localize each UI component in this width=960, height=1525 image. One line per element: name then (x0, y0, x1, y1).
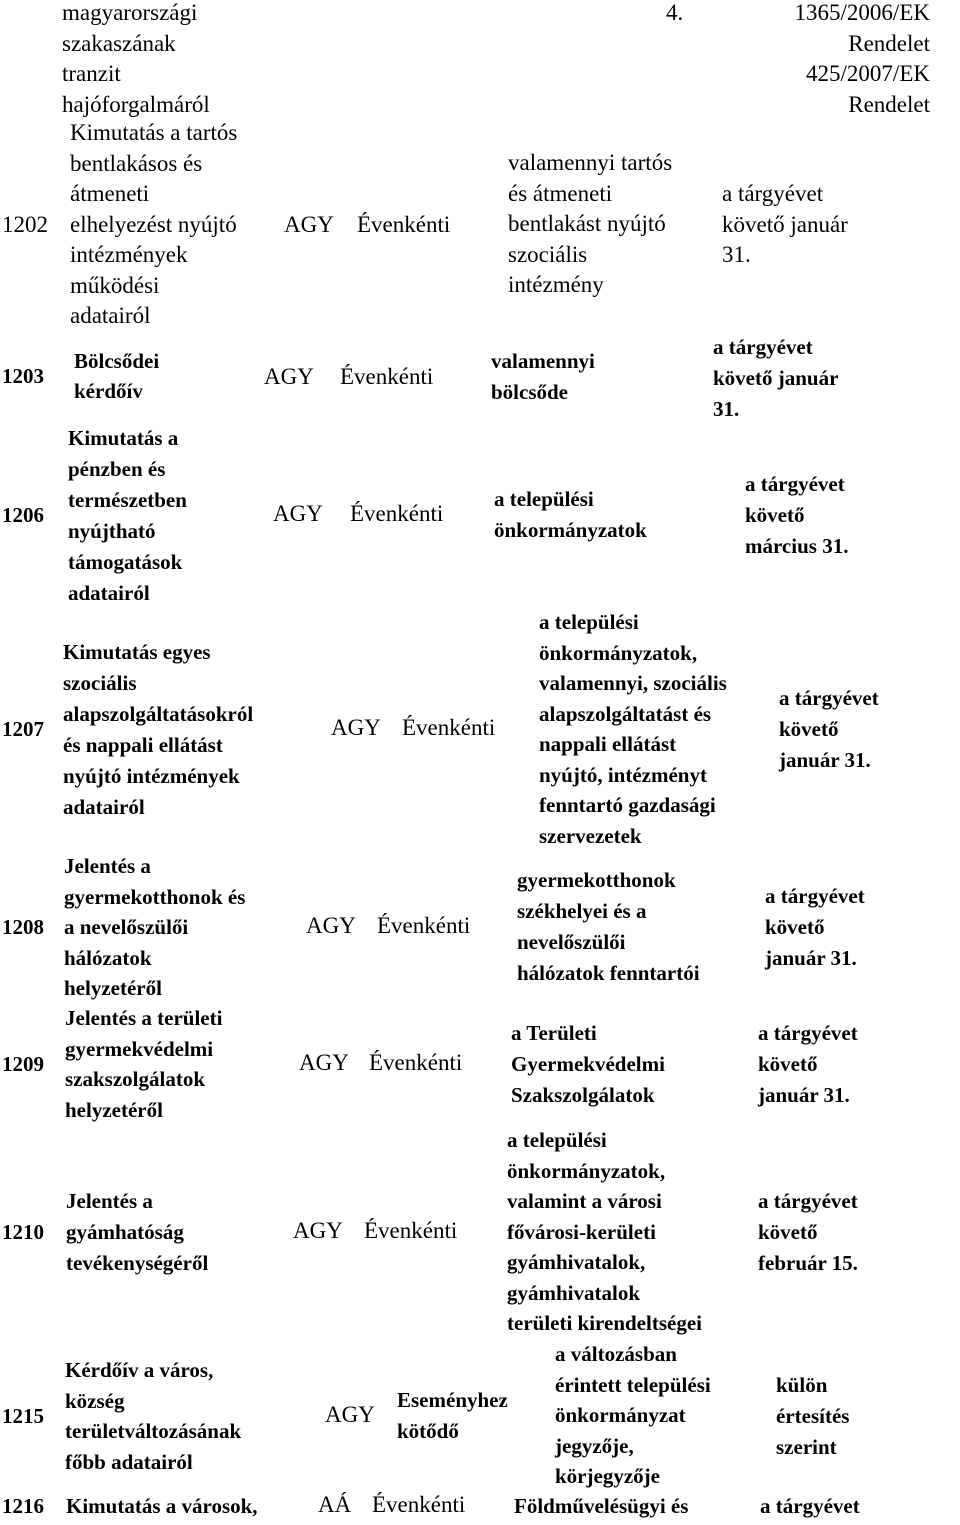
row-provider (507, 1125, 702, 1339)
row-title (64, 851, 245, 1004)
row-provider-line: bentlakást nyújtó (508, 211, 666, 236)
row-provider (517, 865, 700, 989)
row-deadline-line: március 31. (745, 534, 849, 558)
row-deadline-line: követő január (713, 366, 839, 390)
row-provider-line: intézmény (508, 272, 604, 297)
row-frequency-line: Eseményhez (397, 1388, 508, 1412)
row-title (63, 637, 253, 823)
row-provider-line: és átmeneti (508, 180, 613, 206)
row-title (65, 1355, 241, 1477)
row-title-line: alapszolgáltatásokról (63, 702, 254, 726)
row-title-line: elhelyezést nyújtó (70, 211, 237, 237)
row-frequency: Évenkénti (402, 715, 496, 740)
row-title-line: a nevelőszülői (64, 915, 189, 939)
row-title-line: tevékenységéről (66, 1251, 209, 1275)
row-title-line: hálózatok (64, 945, 152, 970)
row-body: AGY (325, 1402, 375, 1427)
row-deadline (776, 1370, 849, 1463)
row-deadline-line: január 31. (779, 748, 871, 772)
row-deadline-line: a tárgyévet (779, 686, 879, 710)
row-title (65, 1003, 222, 1125)
row-title (68, 423, 187, 609)
row-deadline-line: követő január (722, 211, 848, 237)
row-provider-line: nevelőszülői (517, 930, 626, 954)
row-provider (555, 1339, 711, 1492)
row-deadline-line: a tárgyévet (745, 472, 845, 496)
row-id: 1208 (2, 915, 44, 939)
row-deadline-line: követő (779, 717, 839, 741)
row-title-line: község (65, 1388, 125, 1413)
regulation-line: Rendelet (848, 30, 930, 56)
row-title-line: Bölcsődei (74, 349, 160, 373)
row-title-line: adatairól (70, 303, 151, 328)
row-deadline-line: január 31. (758, 1083, 850, 1107)
row-deadline-line: a tárgyévet (722, 181, 824, 206)
row-provider-line: a települési (539, 610, 639, 634)
row-provider-line: körjegyzője (555, 1464, 660, 1488)
row-title-line: Kimutatás a tartós (70, 120, 238, 145)
row-provider (539, 607, 727, 851)
row-provider-line: Szakszolgálatok (511, 1083, 655, 1107)
row-provider-line: önkormányzatok (494, 518, 647, 542)
row-frequency: Évenkénti (357, 212, 451, 237)
row-title (70, 118, 237, 332)
row-provider-line: valamennyi, szociális (539, 671, 727, 695)
row-frequency: Évenkénti (340, 364, 434, 389)
row-provider-line: önkormányzatok, (539, 640, 698, 665)
row-id: 1207 (2, 717, 44, 741)
row-provider-line: önkormányzatok, (507, 1158, 666, 1183)
top-regulation (795, 0, 930, 120)
top-title-line: tranzit (62, 61, 121, 86)
row-deadline-line: 31. (722, 242, 751, 267)
row-deadline (758, 1186, 858, 1279)
row-provider-line: szociális (508, 241, 588, 267)
row-title-line: Jelentés a (66, 1189, 153, 1213)
row-title-line: Kérdőív a város, (65, 1358, 214, 1382)
row-frequency (397, 1385, 508, 1447)
row-provider-line: szervezetek (539, 823, 642, 848)
row-id: 1206 (2, 503, 44, 527)
row-deadline-line: a tárgyévet (758, 1021, 858, 1045)
row-provider-line: jegyzője, (555, 1433, 634, 1458)
row-provider-line: alapszolgáltatást és (539, 701, 712, 726)
row-title-line: és nappali ellátást (63, 733, 223, 757)
row-provider-line: székhelyei és a (517, 899, 647, 923)
top-title-line: magyarországi (62, 0, 198, 25)
row-deadline-line: követő (745, 503, 805, 527)
row-deadline-line: szerint (776, 1435, 837, 1459)
row-provider (514, 1491, 688, 1522)
row-frequency: Évenkénti (369, 1050, 463, 1075)
row-id: 1215 (2, 1404, 44, 1428)
row-id: 1203 (2, 364, 44, 388)
regulation-line: Rendelet (848, 91, 930, 117)
row-title (74, 346, 159, 406)
row-body: AGY (273, 501, 323, 526)
row-title-line: bentlakásos és (70, 150, 203, 176)
row-title-line: intézmények (70, 242, 188, 267)
row-provider (511, 1018, 665, 1111)
top-title-line: szakaszának (62, 30, 176, 56)
row-provider-line: bölcsőde (491, 380, 569, 404)
row-deadline (758, 1018, 858, 1111)
row-deadline-line: január 31. (765, 946, 857, 970)
row-provider (491, 346, 595, 408)
row-deadline (779, 683, 879, 776)
row-title-line: helyzetéről (64, 976, 162, 1000)
row-provider-line: nappali ellátást (539, 732, 677, 756)
row-deadline-line: követő (758, 1220, 818, 1244)
regulation-line: 425/2007/EK (806, 61, 930, 86)
row-deadline-line: külön (776, 1373, 828, 1397)
top-number: 4. (666, 0, 684, 25)
row-title-line: Kimutatás egyes (63, 640, 211, 664)
row-title-line: kérdőív (74, 379, 143, 403)
row-title-line: támogatások (68, 550, 183, 574)
row-provider-line: a települési (494, 487, 594, 511)
row-deadline-line: értesítés (776, 1404, 850, 1428)
row-provider-line: önkormányzat (555, 1403, 686, 1427)
row-title-line: adatairól (68, 581, 150, 605)
row-deadline-line: a tárgyévet (765, 884, 865, 908)
row-provider-line: fővárosi-kerületi (507, 1219, 656, 1244)
row-title-line: Jelentés a (64, 854, 151, 878)
row-provider-line: területi kirendeltségei (507, 1311, 702, 1335)
row-provider-line: gyermekotthonok (517, 868, 676, 892)
top-title (62, 0, 210, 120)
row-provider-line: gyámhivatalok, (507, 1250, 646, 1274)
row-deadline-line: követő (765, 915, 825, 939)
row-title-line: területváltozásának (65, 1419, 242, 1443)
row-frequency-line: kötődő (397, 1419, 459, 1443)
row-deadline (760, 1491, 860, 1522)
row-title-line: gyámhatóság (66, 1220, 184, 1244)
row-provider-line: hálózatok fenntartói (517, 961, 700, 985)
row-title-line: szakszolgálatok (65, 1067, 206, 1091)
row-title-line: Kimutatás a városok, (66, 1494, 258, 1518)
row-id: 1202 (2, 212, 48, 237)
row-title-line: Jelentés a területi (65, 1006, 223, 1030)
row-provider (494, 484, 647, 546)
top-title-line: hajóforgalmáról (62, 91, 210, 117)
row-deadline-line: követő (758, 1052, 818, 1076)
row-provider-line: fenntartó gazdasági (539, 793, 716, 817)
regulation-line: 1365/2006/EK (794, 0, 930, 25)
row-deadline-line: február 15. (758, 1251, 858, 1275)
row-frequency: Évenkénti (372, 1492, 466, 1517)
row-provider-line: a változásban (555, 1342, 677, 1366)
row-title (66, 1491, 258, 1522)
row-deadline (722, 179, 848, 271)
row-title-line: gyermekotthonok és (64, 884, 246, 909)
row-provider-line: nyújtó, intézményt (539, 762, 707, 787)
row-provider-line: érintett települési (555, 1372, 711, 1397)
row-title-line: gyermekvédelmi (65, 1036, 214, 1061)
row-title-line: nyújtó intézmények (63, 764, 240, 788)
row-title-line: nyújtható (68, 519, 156, 543)
row-provider-line: Földművelésügyi és (514, 1494, 689, 1518)
row-provider-line: valamennyi (491, 349, 595, 373)
row-title-line: adatairól (63, 795, 145, 819)
row-title-line: szociális (63, 671, 137, 695)
row-body: AGY (299, 1050, 349, 1075)
row-frequency: Évenkénti (364, 1218, 458, 1243)
row-title-line: pénzben és (68, 457, 166, 481)
row-title (66, 1186, 208, 1279)
row-body: AGY (284, 212, 334, 237)
row-provider-line: a települési (507, 1128, 607, 1152)
row-body: AGY (306, 913, 356, 938)
row-provider-line: a Területi (511, 1021, 597, 1045)
row-body: AGY (293, 1218, 343, 1243)
row-id: 1209 (2, 1052, 44, 1076)
row-deadline-line: a tárgyévet (713, 335, 813, 359)
row-title-line: főbb adatairól (65, 1449, 193, 1474)
row-title-line: működési (70, 272, 160, 298)
row-id: 1210 (2, 1220, 44, 1244)
row-body: AGY (331, 715, 381, 740)
row-body: AGY (264, 364, 314, 389)
row-provider (508, 148, 672, 301)
row-deadline-line: a tárgyévet (760, 1494, 860, 1518)
row-title-line: helyzetéről (65, 1097, 163, 1122)
row-frequency: Évenkénti (377, 913, 471, 938)
row-id: 1216 (2, 1494, 44, 1518)
row-title-line: természetben (68, 488, 187, 512)
row-deadline (745, 469, 848, 562)
row-deadline (765, 881, 865, 974)
row-provider-line: gyámhivatalok (507, 1280, 641, 1305)
row-frequency: Évenkénti (350, 501, 444, 526)
row-deadline (713, 332, 838, 425)
row-title-line: Kimutatás a (68, 426, 179, 450)
row-body: AÁ (318, 1492, 352, 1517)
row-deadline-line: a tárgyévet (758, 1189, 858, 1213)
row-provider-line: Gyermekvédelmi (511, 1052, 665, 1076)
row-provider-line: valamint a városi (507, 1189, 662, 1213)
row-deadline-line: 31. (713, 397, 740, 421)
row-title-line: átmeneti (70, 181, 150, 206)
row-provider-line: valamennyi tartós (508, 150, 673, 175)
